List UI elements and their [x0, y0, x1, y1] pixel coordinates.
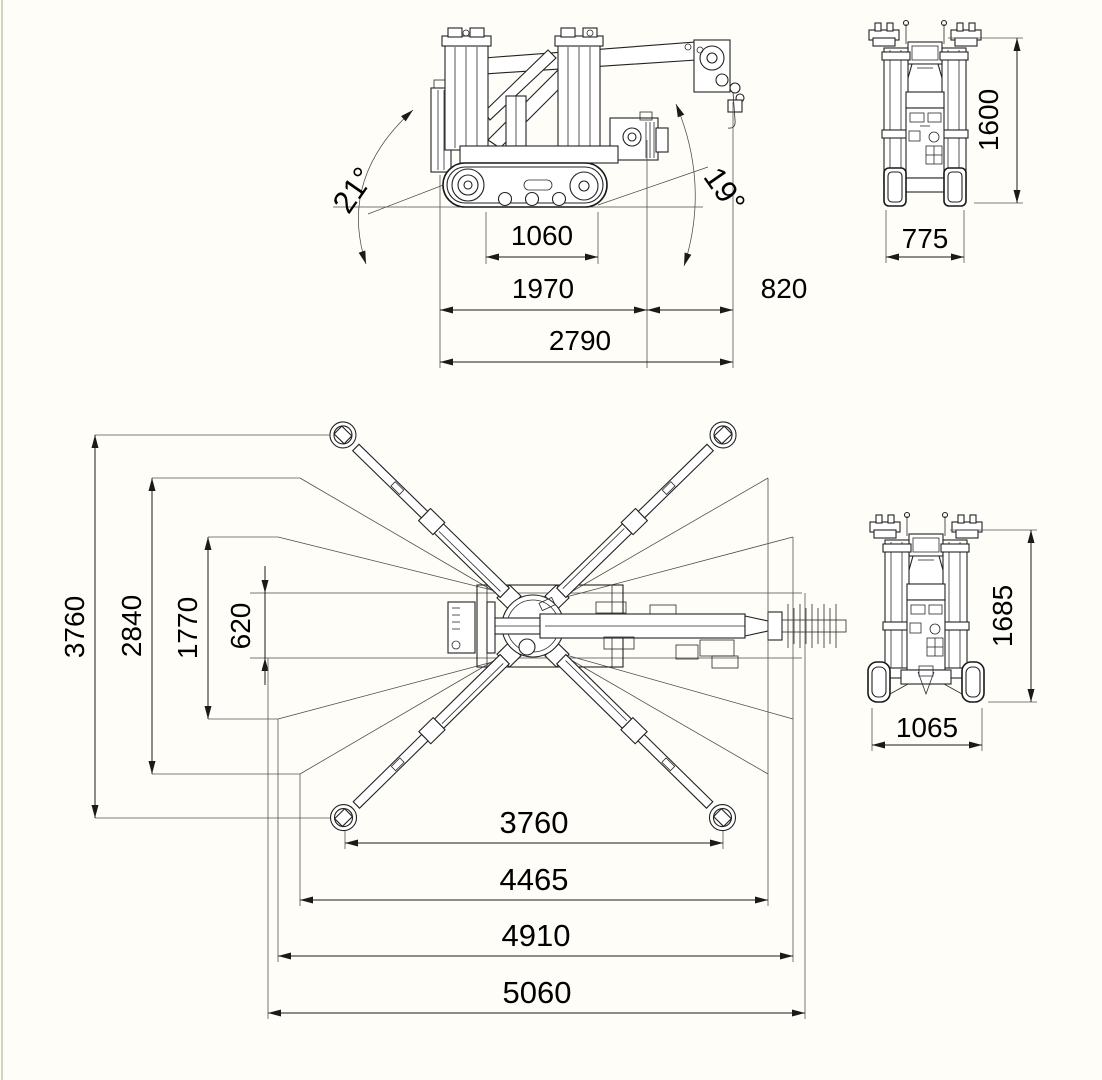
- dim-front-overhang: 820: [760, 273, 808, 304]
- dim-track-length: 1060: [510, 220, 574, 251]
- side-view: [326, 28, 808, 368]
- dim-transport-width: 1065: [895, 712, 959, 743]
- dim-angle-right: 19°: [696, 160, 753, 220]
- side-track: [443, 146, 618, 207]
- dim-span-narrow-v: 1770: [172, 596, 203, 660]
- dim-span-mid-h: 4465: [499, 862, 569, 897]
- front-view-transport: [868, 513, 1037, 752]
- dim-length-to-axis: 1970: [511, 273, 575, 304]
- dim-span-mid-v: 2840: [116, 594, 147, 658]
- dim-span-pads-h: 3760: [499, 805, 569, 840]
- dim-angle-left: 21°: [325, 160, 382, 220]
- dim-span-wide-h: 4910: [501, 918, 571, 953]
- dim-stowed-width: 775: [901, 223, 949, 254]
- dim-span-max-h: 5060: [502, 975, 572, 1010]
- dim-overall-length: 2790: [548, 325, 612, 356]
- front-view-stowed: [869, 21, 1023, 264]
- dim-chassis-width: 620: [225, 602, 256, 650]
- top-view: [59, 417, 846, 1019]
- dim-span-max-v: 3760: [59, 595, 90, 659]
- dim-transport-height: 1685: [987, 584, 1018, 648]
- dim-stowed-height: 1600: [973, 88, 1004, 152]
- side-engine: [610, 112, 668, 160]
